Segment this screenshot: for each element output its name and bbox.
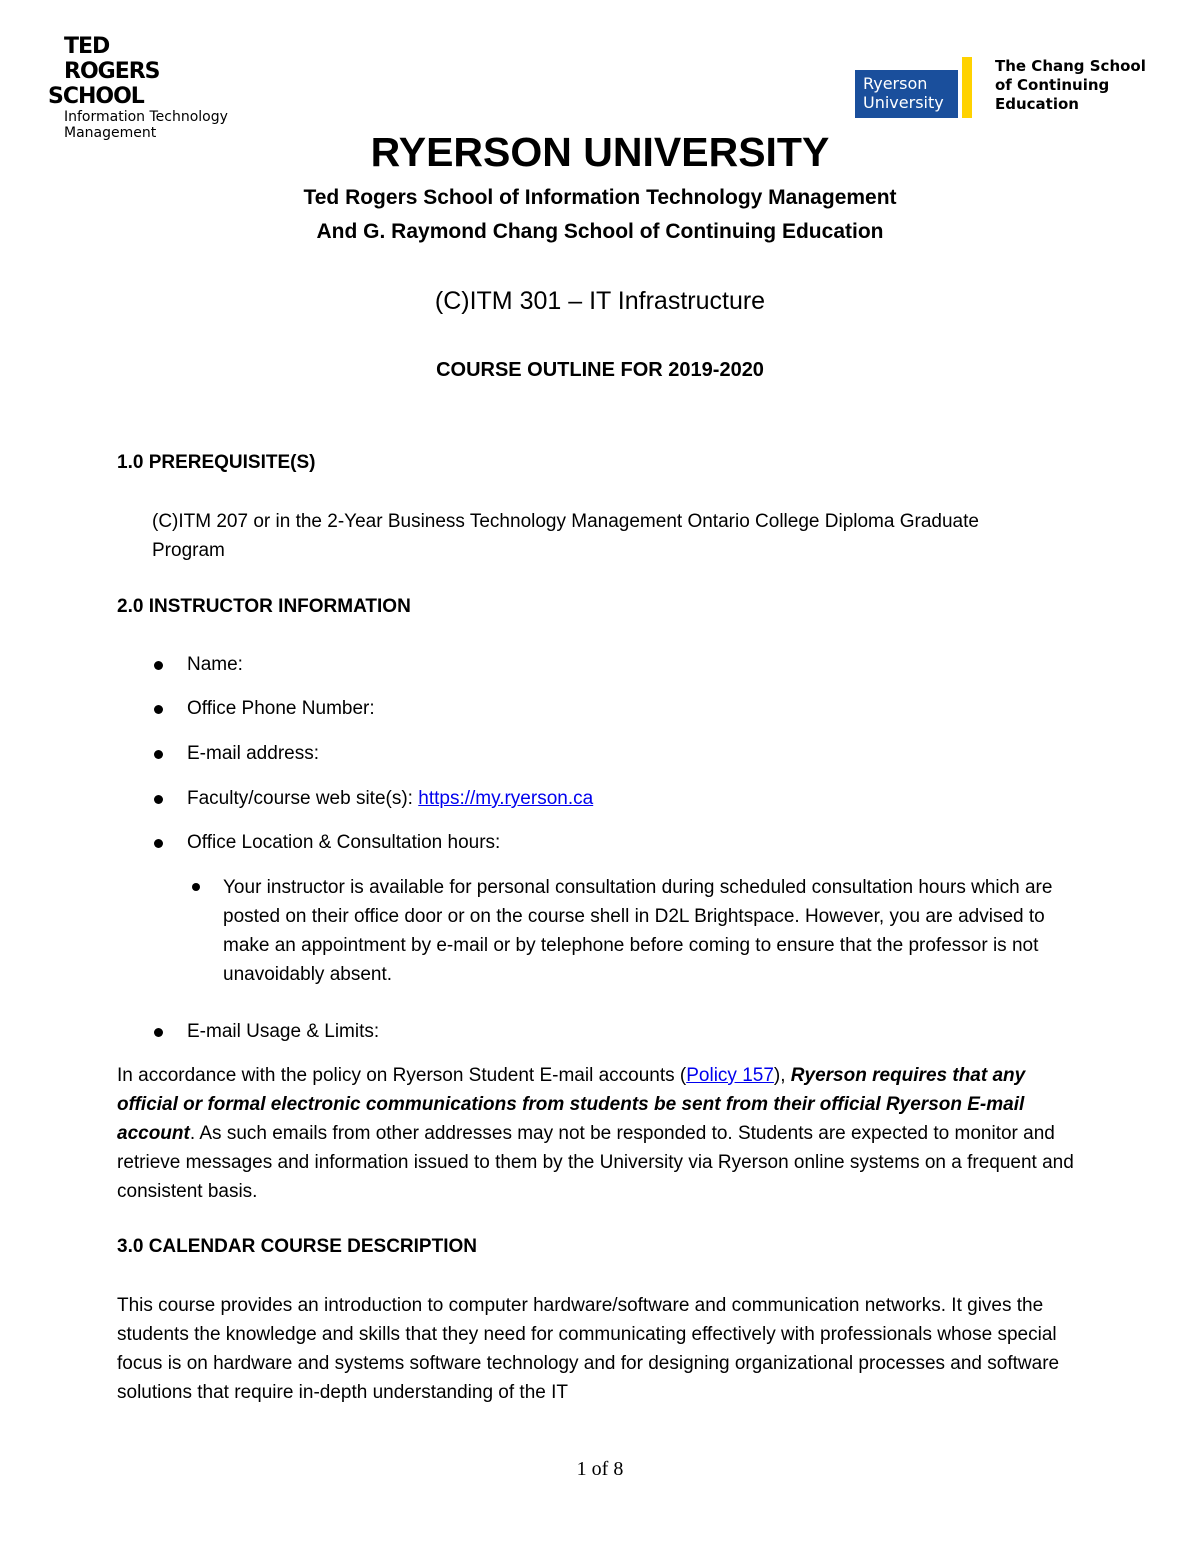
- policy-emphasis: Ryerson requires that any official or formal electronic communications from students be sent from their official Ryerson E-mail account: [117, 1065, 1026, 1144]
- ryerson-university-logo: [855, 70, 958, 118]
- page-number: 1 of 8: [576, 1458, 624, 1480]
- logo-line: Ryerson: [863, 74, 928, 93]
- policy-text: In accordance with the policy on Ryerson Student E-mail accounts (: [117, 1065, 687, 1086]
- ted-rogers-school-logo: [48, 34, 248, 141]
- prerequisites-text: (C)ITM 207 or in the 2-Year Business Technology Management Ontario College Diploma Graduate Program: [152, 511, 979, 561]
- course-title: (C)ITM 301 – IT Infrastructure: [434, 287, 766, 315]
- outline-title: COURSE OUTLINE FOR 2019-2020: [436, 359, 764, 381]
- course-description-text: This course provides an introduction to computer hardware/software and communication networks. It gives the students the knowledge and skills that they need for communicating effectively with professionals whose special focus is on hardware and systems software technology and for designing organizational processes and software solutions that require in-depth understanding of the IT: [117, 1295, 1060, 1403]
- page-title: RYERSON UNIVERSITY: [370, 129, 830, 175]
- school-subtitle: And G. Raymond Chang School of Continuing Education: [316, 220, 884, 243]
- bullet-icon: [154, 795, 163, 804]
- website-item: [187, 787, 593, 811]
- section-heading-prerequisites: 1.0 PREREQUISITE(S): [117, 452, 316, 473]
- email-policy-paragraph: [117, 1061, 1077, 1206]
- logo-line: Education: [995, 95, 1079, 113]
- bullet-icon: [154, 661, 163, 670]
- logo-line: of Continuing: [995, 76, 1110, 94]
- office-location-label: Office Location & Consultation hours:: [187, 832, 501, 853]
- logo-subtitle: Information Technology: [64, 109, 228, 125]
- logo-line: SCHOOL: [48, 84, 144, 109]
- bullet-icon: [154, 839, 163, 848]
- bullet-icon: [154, 1028, 163, 1037]
- chang-school-text: [995, 57, 1146, 114]
- bullet-icon: [154, 705, 163, 714]
- website-label: Faculty/course web site(s):: [187, 788, 419, 809]
- policy-text: . As such emails from other addresses may not be responded to. Students are expected to monitor and retrieve messages and information issued to them by the University via Ryerson online systems on a frequent and consistent basis.: [117, 1123, 1074, 1202]
- consultation-text: Your instructor is available for personal consultation during scheduled consultation hours which are posted on their office door or on the course shell in D2L Brightspace. However, you are advised to make an appointment by e-mail or by telephone before coming to ensure that the professor is not unavoidably absent.: [223, 877, 1053, 985]
- section-heading-instructor: 2.0 INSTRUCTOR INFORMATION: [117, 596, 411, 617]
- office-phone-label: Office Phone Number:: [187, 698, 375, 719]
- bullet-icon: [192, 883, 200, 891]
- chang-school-logo: [855, 57, 1155, 121]
- policy-157-link[interactable]: Policy 157: [686, 1065, 774, 1086]
- logo-line: University: [863, 93, 944, 112]
- yellow-bar: [962, 57, 972, 118]
- logo-line: TED: [64, 34, 110, 59]
- bullet-icon: [154, 750, 163, 759]
- policy-text: ),: [773, 1065, 791, 1086]
- school-subtitle: Ted Rogers School of Information Technology Management: [303, 186, 897, 209]
- email-address-label: E-mail address:: [187, 743, 319, 764]
- section-heading-course-description: 3.0 CALENDAR COURSE DESCRIPTION: [117, 1236, 477, 1257]
- logo-line: ROGERS: [64, 59, 160, 84]
- logo-subtitle: Management: [64, 125, 157, 141]
- instructor-name-label: Name:: [187, 654, 243, 675]
- email-usage-label: E-mail Usage & Limits:: [187, 1021, 380, 1042]
- logo-line: The Chang School: [995, 57, 1146, 75]
- website-link[interactable]: https://my.ryerson.ca: [418, 788, 594, 809]
